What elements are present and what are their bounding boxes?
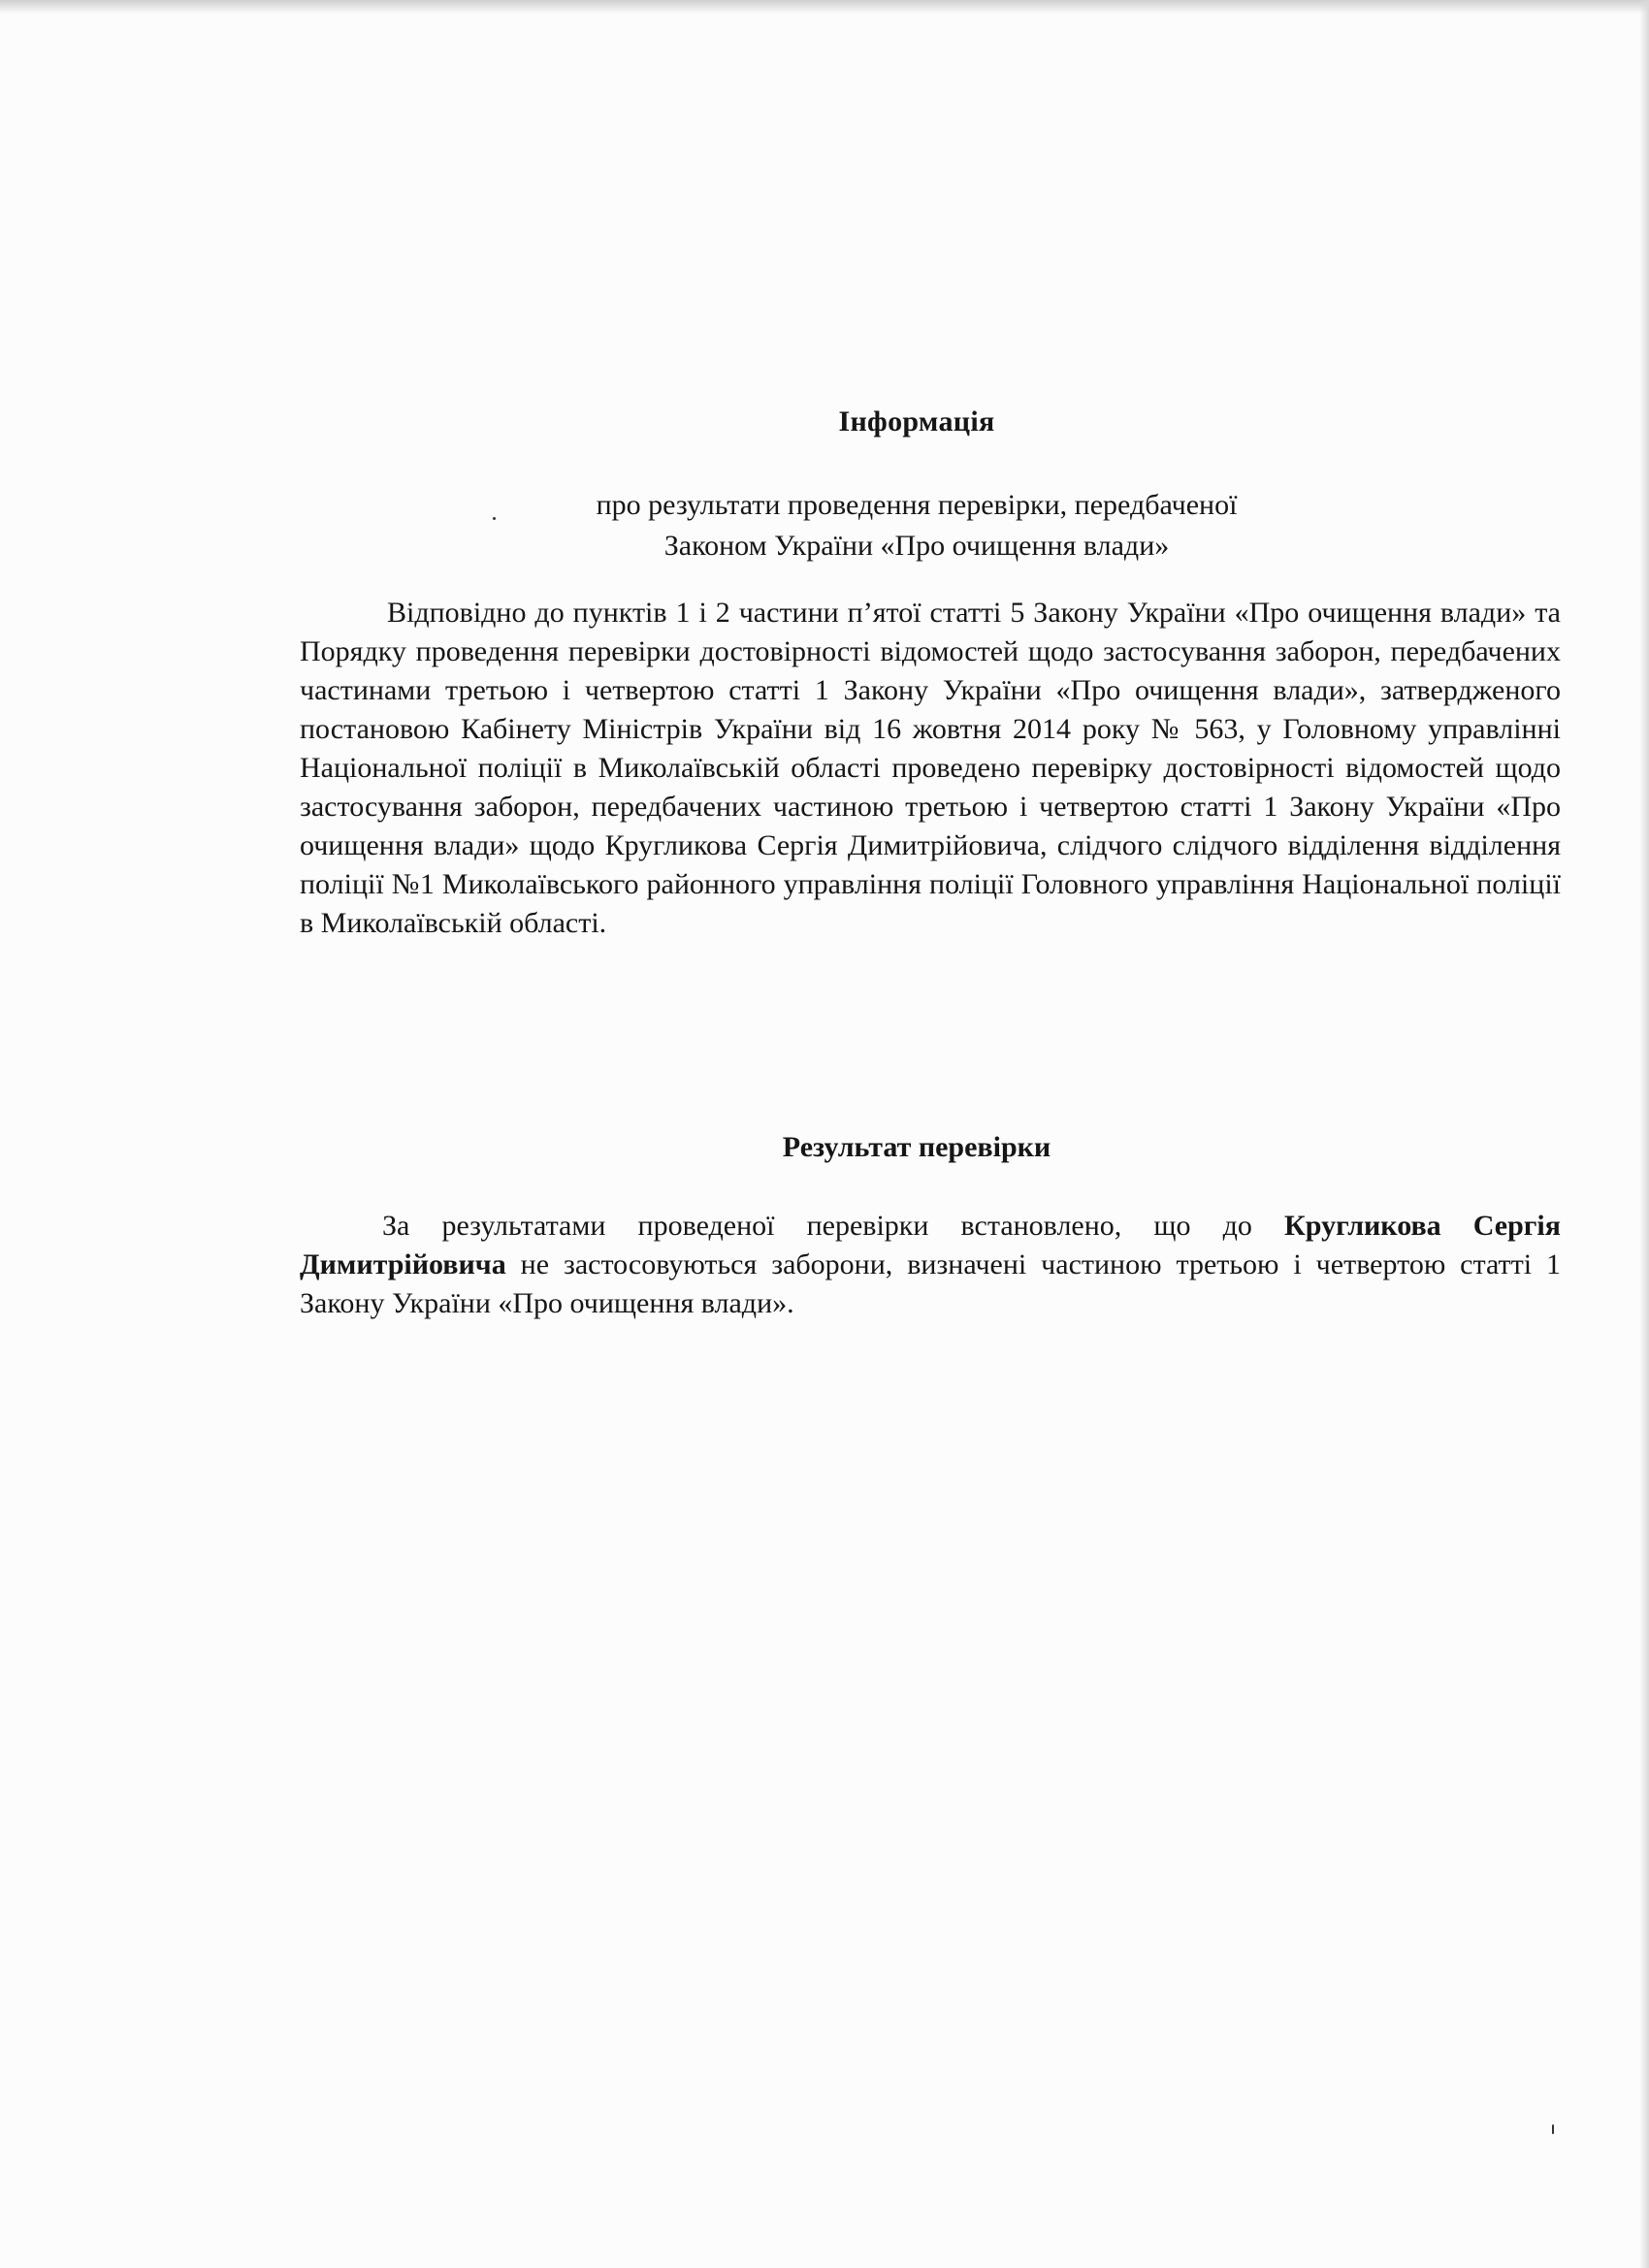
subtitle-line-1: про результати проведення перевірки, передбаченої: [596, 489, 1238, 521]
document-subtitle: [0, 485, 1649, 567]
result-paragraph: [300, 1207, 1561, 1323]
result-person-name: Кругликова Сергія Димитрійовича: [300, 1210, 1561, 1280]
result-prefix: За результатами проведеної перевірки встановлено, що до: [382, 1210, 1285, 1242]
scan-top-edge: [0, 0, 1649, 14]
scan-speck: [493, 517, 496, 520]
subtitle-line-2: Законом України «Про очищення влади»: [663, 530, 1170, 562]
section-title-result: Результат перевірки: [782, 1131, 1051, 1163]
body-paragraph: Відповідно до пунктів 1 і 2 частини п’ятої статті 5 Закону України «Про очищення влади» та Порядку проведення перевірки достовірності відомостей щодо застосування заборон, передбачених частинами третьою і четвертою статті 1 Закону України «Про очищення влади», затвердженого постановою Кабінету Міністрів України від 16 жовтня 2014 року № 563, у Головному управлінні Національної поліції в Миколаївській області проведено перевірку достовірності відомостей щодо застосування заборон, передбачених частиною третьою і четвертою статті 1 Закону України «Про очищення влади» щодо Кругликова Сергія Димитрійовича, слідчого слідчого відділення відділення поліції №1 Миколаївського районного управління поліції Головного управління Національної поліції в Миколаївській області.: [300, 597, 1561, 939]
document-title: Інформація: [838, 405, 995, 437]
scan-speck: [1552, 2124, 1554, 2134]
result-suffix: не застосовуються заборони, визначені частиною третьою і четвертою статті 1 Закону України «Про очищення влади».: [300, 1248, 1561, 1319]
